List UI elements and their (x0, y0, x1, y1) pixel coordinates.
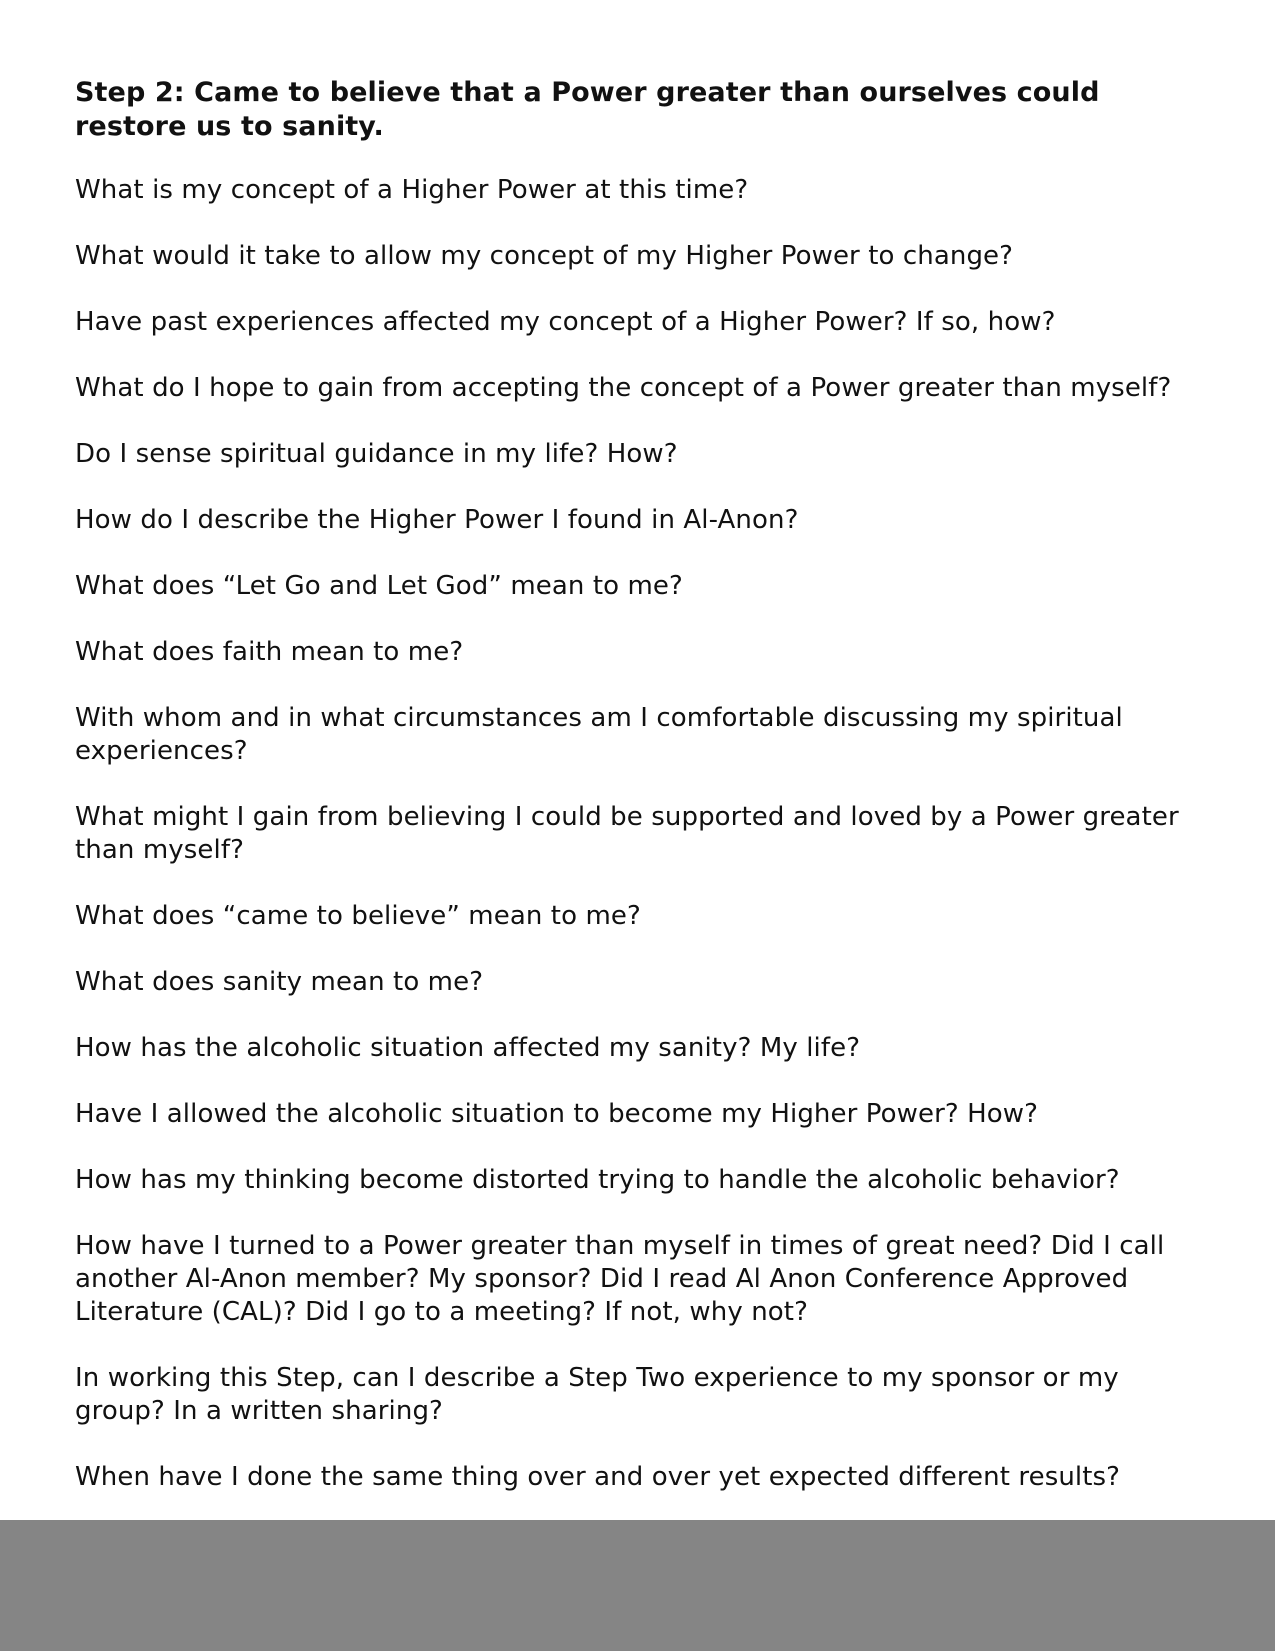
question-item: What might I gain from believing I could be supported and loved by a Power greater than myself? (75, 802, 1179, 865)
question-item: How has my thinking become distorted trying to handle the alcoholic behavior? (75, 1165, 1120, 1195)
question-item: What does faith mean to me? (75, 637, 464, 667)
question-item: How has the alcoholic situation affected my sanity? My life? (75, 1033, 861, 1063)
partial-question: When have I done the same thing over and over yet expected different results? (75, 1462, 1121, 1492)
question-item: What do I hope to gain from accepting the concept of a Power greater than myself? (75, 373, 1172, 403)
question-item: How do I describe the Higher Power I found in Al-Anon? (75, 505, 799, 535)
question-item: Do I sense spiritual guidance in my life? How? (75, 439, 678, 469)
document-content (75, 76, 1205, 1494)
question-item: What would it take to allow my concept of my Higher Power to change? (75, 241, 1014, 271)
question-item: What does “came to believe” mean to me? (75, 901, 641, 931)
question-item: Have I allowed the alcoholic situation to become my Higher Power? How? (75, 1099, 1039, 1129)
question-item: Have past experiences affected my concept of a Higher Power? If so, how? (75, 307, 1056, 337)
step-heading: Step 2: Came to believe that a Power greater than ourselves could restore us to sanity. (75, 77, 1100, 142)
question-item: What is my concept of a Higher Power at this time? (75, 175, 749, 205)
question-item: In working this Step, can I describe a Step Two experience to my sponsor or my group? In a written sharing? (75, 1363, 1119, 1426)
question-item: With whom and in what circumstances am I comfortable discussing my spiritual experiences? (75, 703, 1123, 766)
question-item: How have I turned to a Power greater than myself in times of great need? Did I call another Al-Anon member? My sponsor? Did I read Al Anon Conference Approved Literature (CAL)? Did I go to a meeting? If not, why not? (75, 1231, 1165, 1327)
bottom-gray-band (0, 1520, 1275, 1651)
question-item: What does “Let Go and Let God” mean to me? (75, 571, 683, 601)
question-list (75, 174, 1205, 1428)
question-item: What does sanity mean to me? (75, 967, 484, 997)
